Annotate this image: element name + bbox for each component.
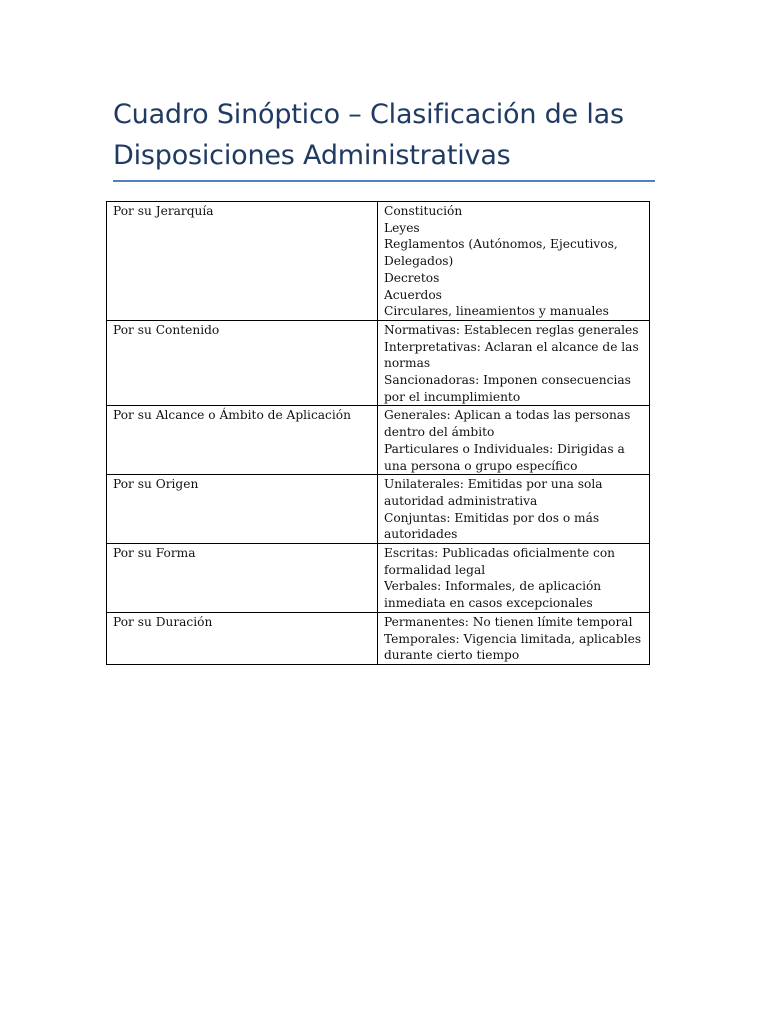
list-item: Leyes [384,220,420,235]
table-row [107,406,650,475]
title-underline [113,180,655,182]
items-cell [378,544,650,613]
items-cell [378,320,650,406]
category-cell: Por su Duración [107,612,378,664]
table-row [107,202,650,321]
list-item: Temporales: Vigencia limitada, aplicables durante cierto tiempo [384,631,642,663]
list-item: Reglamentos (Autónomos, Ejecutivos, Delegados) [384,237,618,269]
table-row [107,320,650,406]
list-item: Generales: Aplican a todas las personas dentro del ámbito [384,408,631,440]
list-item: Circulares, lineamientos y manuales [384,304,609,319]
category-cell: Por su Alcance o Ámbito de Aplicación [107,406,378,475]
list-item: Acuerdos [384,287,442,302]
list-item: Verbales: Informales, de aplicación inmediata en casos excepcionales [384,579,602,611]
category-cell: Por su Forma [107,544,378,613]
list-item: Escritas: Publicadas oficialmente con formalidad legal [384,546,616,577]
table-row [107,612,650,664]
table-row [107,475,650,544]
list-item: Permanentes: No tienen límite temporal [384,614,633,629]
list-item: Decretos [384,270,440,285]
items-cell [378,202,650,321]
items-cell [378,406,650,475]
list-item: Constitución [384,204,463,218]
list-item: Interpretativas: Aclaran el alcance de las normas [384,339,639,371]
items-cell [378,475,650,544]
synoptic-table [106,201,650,665]
category-cell: Por su Contenido [107,320,378,406]
items-cell [378,612,650,664]
title-line-2: Disposiciones Administrativas [113,140,511,171]
list-item: Conjuntas: Emitidas por dos o más autoridades [384,510,600,542]
title-line-1: Cuadro Sinóptico – Clasificación de las [113,99,624,130]
list-item: Particulares o Individuales: Dirigidas a una persona o grupo específico [384,441,625,473]
category-cell: Por su Jerarquía [107,202,378,321]
category-cell: Por su Origen [107,475,378,544]
list-item: Unilaterales: Emitidas por una sola autoridad administrativa [384,477,603,508]
page-title [113,94,655,176]
list-item: Sancionadoras: Imponen consecuencias por el incumplimiento [384,373,631,404]
list-item: Normativas: Establecen reglas generales [384,322,639,337]
table-row [107,544,650,613]
